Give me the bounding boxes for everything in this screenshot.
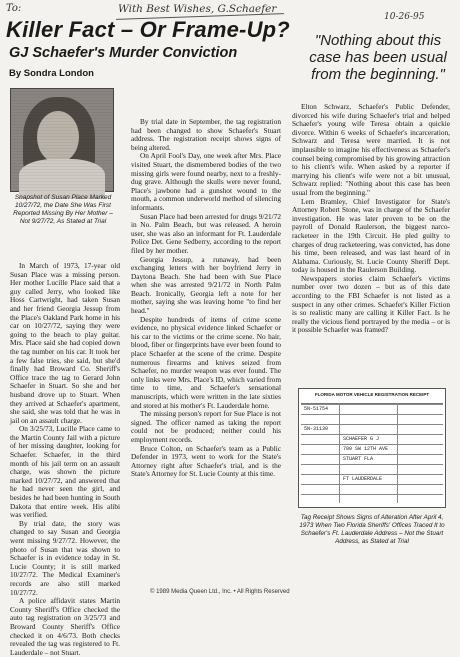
photo-caption: Snapshot of Susan Place Marked 10/27/72, the Date She Was First Reported Missing By Her Mother – Not 9/27/72, As Stated at Trial <box>13 194 113 225</box>
paragraph: Susan Place had been arrested for drugs 9/21/72 in No. Palm Beach, but was released. A heroin user, she was also an informant for Ft. Lauderdale Police Det. Gene Sedberry, according to the report filed by her mother. <box>131 211 281 255</box>
paragraph: In March of 1973, 17-year old Susan Place was a missing person. Her mother Lucille Place said that a guy called Jerry, who looked like Hoss Cartwright, had taken Susan and her friend Georgia Jessup from the Place's Oakland Park home in his car on 10/27/72, saying they were going to the beach to play guitar. Mrs. Place said she had copied down the tag number on his car. It took her a few false tries, she said, but she'd finally had Broward Co. Sheriff's Office trace the tag to Gerard John Schaefer in Stuart. So she and her husband drove up to Stuart. When they arrived at Schaefer's apartment, she said, she was told that he was in jail on an assault charge. <box>10 261 120 425</box>
paragraph: Georgia Jessup, a runaway, had been exchanging letters with her boyfriend Jerry in Daytona Beach. She had been with Sue Place when she was arrested 9/21/72 in North Palm Beach. Ironically, Georgia left a note for her mother, saying she was leaving home "to find her head." <box>131 254 281 316</box>
pull-quote: "Nothing about this case has been usual from the beginning." <box>309 32 447 83</box>
handwritten-date: 10-26-95 <box>384 12 425 22</box>
receipt-divider <box>339 403 340 503</box>
copyright-footer: © 1989 Media Queen Ltd., Inc. • All Rights Reserved <box>150 589 290 595</box>
tag-receipt-image <box>298 388 446 508</box>
article-column-3 <box>292 103 450 385</box>
paragraph: A police affidavit states Martin County Sheriff's Office checked the auto tag registration on 3/25/73 and Broward County Sheriff's Office checked it on 4/6/73. Both checks revealed the tag was registered to Ft. Lauderdale – not Stuart. <box>10 596 120 657</box>
paragraph: By trial date, the story was changed to say Susan and Georgia went missing 9/27/72. However, the photo of Susan that was shown to Schaefer is in evidence today in St. Lucie County; it is still marked 10/27/72. The Medical Examiner's records are also still marked 10/27/72. <box>10 518 120 597</box>
paragraph: On April Fool's Day, one week after Mrs. Place visited Stuart, the dismembered bodies of the two missing girls were found nearby, next to a freshly-dug grave. Although the skulls were never found, Place's jawbone had a gunshot wound to the mouth, a common underworld method of silencing informants. <box>131 151 281 212</box>
paragraph: On 3/25/73, Lucille Place came to the Martin County Jail with a picture of her missing daughter, looking for Schaefer. Schaefer, in the third month of his jail term on an assault charge, was shown the picture marked 10/27/72, and answered that he had never seen the girl, and besides he had been hunting in South Dakota that entire week. His alibi was verified. <box>10 424 120 520</box>
receipt-entry: STUART FLA <box>343 456 374 462</box>
receipt-entry: 700 SW 12TH AVE <box>343 446 389 452</box>
receipt-entry: SCHAEFER G J <box>343 436 380 442</box>
subheadline: GJ Schaefer's Murder Conviction <box>9 45 238 61</box>
receipt-divider <box>397 403 398 503</box>
paragraph: Lem Bramley, Chief Investigator for State's Attorney Robert Stone, was in charge of the Schaefer investigation. He was later proven to be on the payroll of Donald Raulerson, the biggest narco-racketeer in the 19th Circuit. He pled guilty to charges of drug racketeering, was convicted, has done his time, been released, and was last heard of in Alabama. Curiously, St. Lucie County Sheriff Dept. today is housed in the Raulerson Building. <box>292 196 450 275</box>
paragraph: Newspapers stories claim Schaefer's victims number over two dozen – but as of this date according to the FBI Schaefer is not listed as a suspect in any other crimes. Schaefer's Killer Fiction is so realistic many are calling it Killer Fact. Is he really the vicious fiend portrayed by the media – or is it possible Schaefer was framed? <box>292 273 450 335</box>
receipt-header: FLORIDA MOTOR VEHICLE REGISTRATION RECEIPT <box>314 392 430 397</box>
receipt-entry: FT LAUDERDALE <box>343 476 383 482</box>
headline: Killer Fact – Or Frame-Up? <box>6 17 290 42</box>
receipt-rows <box>301 403 443 504</box>
article-column-2 <box>131 118 281 588</box>
paragraph: Despite hundreds of items of crime scene evidence, no physical evidence linked Schaefer or his car to the victims or the crime scene. No hair, blood, fiber or fingerprints have ever been found to place Schaefer at the scene of the crime. Despite numerous firearms and knives seized from Schaefer, no murder weapon was ever found. The only links were Mrs. Place's ID, which varied from time to time, and Schaefer's sensational manuscripts, which were written in the late sixties and stored at his mother's Ft. Lauderdale home. <box>131 314 281 410</box>
paragraph: Elton Schwarz, Schaefer's Public Defender, divorced his wife during Schaefer's trial and helped Schaefer's young wife Teresa obtain a quickie divorce. Within 6 weeks of Schaefer's incarceration, Schwarz and Teresa were married. It is not implausible to imagine his effectiveness as Schaefer's counsel being compromised by his growing attraction to his client's wife. When asked by a reporter if marrying his client's wife were not a bit unusual, Schwarz replied: "Nothing about this case has been usual from the beginning." <box>292 102 450 197</box>
byline: By Sondra London <box>9 68 94 79</box>
receipt-caption: Tag Receipt Shows Signs of Alteration After April 4, 1973 When Two Florida Sheriffs' Offices Traced It to Schaefer's Ft. Lauderdale Address – Not the Stuart Address, as Stated at Trial <box>299 514 445 545</box>
receipt-entry: 5N-51754 <box>304 406 329 412</box>
handwritten-inscription: With Best Wishes, G.Schaefer <box>118 3 277 15</box>
susan-place-photo <box>10 88 114 192</box>
photo-halftone <box>11 89 113 191</box>
receipt-entry: 5N-31130 <box>304 426 329 432</box>
article-column-1 <box>10 261 120 657</box>
paragraph: By trial date in September, the tag registration had been changed to show Schaefer's Stuart address. The registration receipt shows signs of being altered. <box>131 117 281 152</box>
paragraph: The missing person's report for Sue Place is not signed. The officer named as taking the report could not be produced; neither could his employment records. <box>131 409 281 444</box>
handwritten-to: To: <box>6 3 22 14</box>
paragraph: Bruce Colton, on Schaefer's team as a Public Defender in 1973, went to work for the State's Attorney right after Schaefer's trial, and is the State's Attorney for St. Lucie County at this time. <box>131 443 281 479</box>
